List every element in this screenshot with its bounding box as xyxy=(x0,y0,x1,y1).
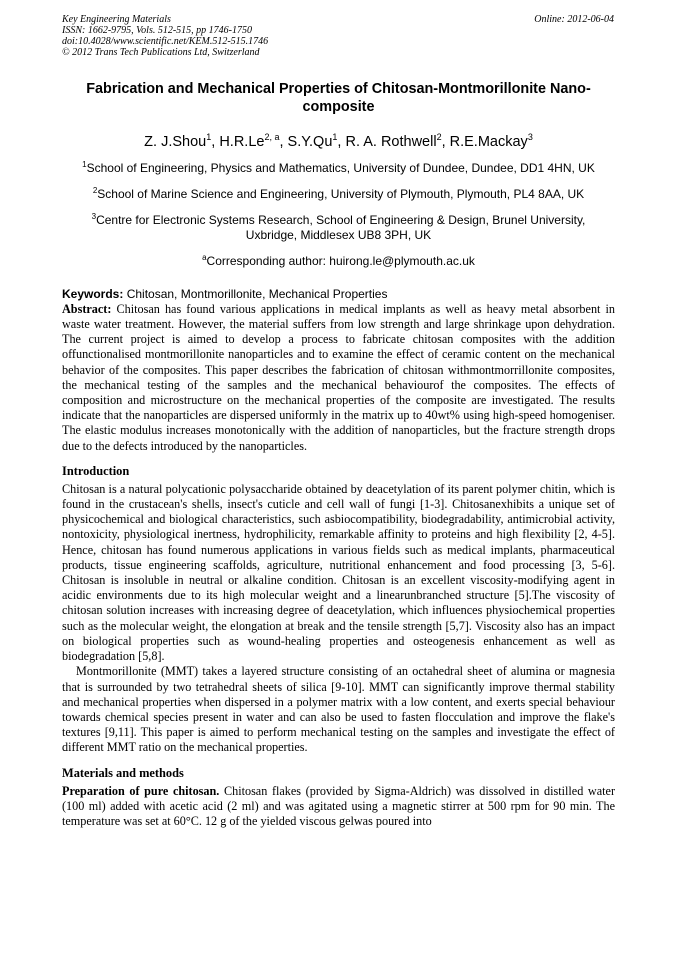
online-date: Online: 2012-06-04 xyxy=(534,14,614,25)
affiliation: $^2$School of Marine Science and Engineering, University of Plymouth, Plymouth, PL4 8AA, UK xyxy=(92,185,585,201)
corresponding-author: $^a$Corresponding author: huirong.le@plymouth.ac.uk xyxy=(202,252,475,268)
introduction-paragraph: Montmorillonite (MMT) takes a layered structure consisting of an octahedral sheet of alumina or magnesia that is surrounded by two tetrahedral sheets of silica [9-10]. MMT can significantly improve thermal stability and mechanical properties when dispersed in a polymer matrix with a low content, and exerts special behaviour towards chemical species present in water and can also be used to fasten flocculation and improve the flake's textures [9,11]. This paper is aimed to perform mechanical testing on the samples and investigate the effect of different MMT ratio on the mechanical properties. xyxy=(62,664,615,755)
methods-paragraph: Preparation of pure chitosan. Chitosan flakes (provided by Sigma-Aldrich) was dissolved in distilled water (100 ml) added with acetic acid (2 ml) and was agitated using a magnetic stirrer at 500 rpm for 90 min. The temperature was set at 60°C. 12 g of the yielded viscous gelwas poured into xyxy=(62,783,615,828)
keywords: Keywords: Chitosan, Montmorillonite, Mechanical Properties xyxy=(62,286,388,301)
doi-line: doi:10.4028/www.scientific.net/KEM.512-515.1746 xyxy=(62,36,269,47)
abstract: Abstract: Chitosan has found various applications in medical implants as well as heavy metal absorbent in waste water treatment. However, the material suffers from low strength and large shrinkage upon dehydration. The current project is aimed to develop a process to fabricate chitosan composites with the addition offunctionalised montmorillonite nanoparticles and to examine the effect of ceramic content on the mechanical behavior of the composites. This paper describes the fabrication of chitosan withmontmorrillonite composites, the mechanical testing of the samples and the mechanical behaviourof the composites. The effects of composition and microstructure on the mechanical properties of the composite are investigated. The results indicate that the nanoparticles are dispersed uniformly in the matrix up to 40wt% using high-speed homogeniser. The elastic modulus increases monotonically with the addition of nanoparticles, but the fracture strength drops due to the defects introduced by the nanoparticles. xyxy=(62,301,615,453)
paper-title: Fabrication and Mechanical Properties of Chitosan-Montmorillonite Nano-composite xyxy=(86,81,591,115)
author: Z. J.Shou$^1$, xyxy=(144,132,220,150)
introduction-paragraph: Chitosan is a natural polycationic polysaccharide obtained by deacetylation of its parent polymer chitin, which is found in the crustacean's shells, insect's cuticle and cell wall of fungi [1-3]. Chitosanexhibits a unique set of physicochemical and biological characteristics, such asbiocompatibility, biodegradability, antimicrobial activity, nontoxicity, physiological inertness, hydrophilicity, remarkable affinity to proteins and high flexibility [2, 4-5]. Hence, chitosan has found numerous applications in various fields such as medical implants, pharmaceutical products, tissue engineering scaffolds, agriculture, nutritional enhancement and food processing [3, 5-6]. Chitosan is insoluble in neutral or alkaline condition. Chitosan is an excellent viscosity-modifying agent in acidic environments due to its high molecular weight and a linearunbranched structure [5].The viscosity of chitosan solution increases with increasing degree of deacetylation, which influences physiochemical properties such as the molecular weight, the elongation at break and the tensile strength [5,7]. Viscosity also has an impact on biological properties such as wound-healing properties and osteogenesis enhancement as well as biodegradation [5,8]. xyxy=(62,481,615,664)
journal-header xyxy=(62,14,268,58)
affiliation: $^3$Centre for Electronic Systems Research, School of Engineering & Design, Brunel University, Uxbridge, Middlesex UB8 3PH, UK xyxy=(91,211,586,242)
affiliation: $^1$School of Engineering, Physics and Mathematics, University of Dundee, Dundee, DD1 4HN, UK xyxy=(82,159,595,175)
issn-line: ISSN: 1662-9795, Vols. 512-515, pp 1746-1750 xyxy=(62,25,252,36)
copyright-line: © 2012 Trans Tech Publications Ltd, Switzerland xyxy=(62,47,260,58)
author-list xyxy=(62,128,615,151)
paper-content xyxy=(62,80,615,829)
author: R.E.Mackay$^3$ xyxy=(449,132,533,150)
section-heading-introduction: Introduction xyxy=(62,463,130,478)
author: R. A. Rothwell$^2$, xyxy=(345,132,450,150)
author: S.Y.Qu$^1$, xyxy=(287,132,346,150)
journal-name: Key Engineering Materials xyxy=(62,14,171,25)
section-heading-methods: Materials and methods xyxy=(62,765,184,780)
author: H.R.Le$^{2, a}$, xyxy=(219,132,288,150)
